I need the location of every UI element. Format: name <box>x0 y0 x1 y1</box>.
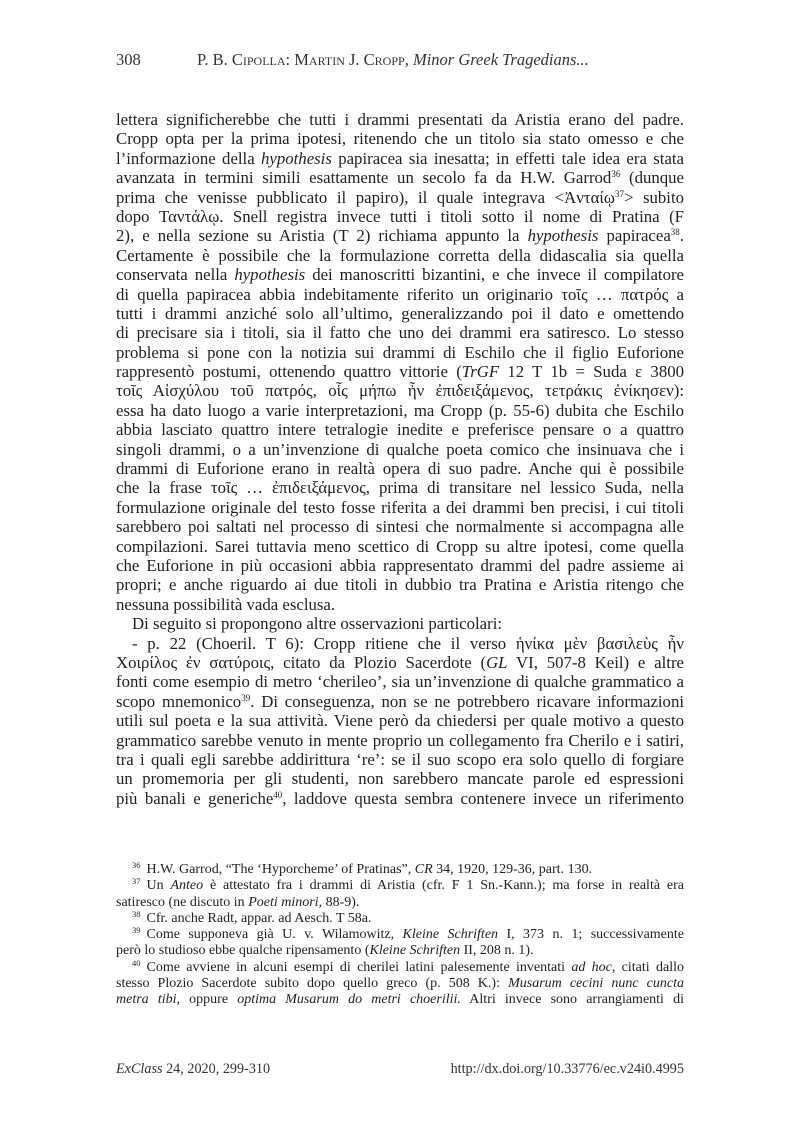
text-segment: citati dallo <box>615 959 684 975</box>
text-segment: un promemoria per gli studenti, non sarebbero mancate parole ed espressioni <box>116 769 684 789</box>
text-segment: essa ha dato luogo a varie interpretazioni, ma Cropp (p. 55-6) dubita che Eschilo <box>116 400 684 420</box>
italic-text: TrGF <box>461 362 500 382</box>
text-segment: è attestato fra i drammi di Aristia (cfr. F 1 Sn.-Kann.); ma forse in realtà era <box>203 878 684 894</box>
text-segment: oppure <box>180 992 238 1008</box>
text-segment: compilazioni. Sarei tuttavia meno scettico di Cropp su altre ipotesi, come quella <box>116 536 684 556</box>
text-segment: II, 208 n. 1). <box>460 943 534 959</box>
journal-citation <box>116 1061 270 1078</box>
text-segment: 34, 1920, 129-36, part. 130. <box>432 862 593 877</box>
text-segment: fonti come esempio di metro ‘cherileo’, sia un’invenzione di qualche grammatico a <box>116 672 684 692</box>
text-segment: di precisare sia i titoli, sia il fatto che uno dei drammi era satiresco. Lo stesso <box>116 323 684 343</box>
italic-text: hypothesis <box>527 226 599 246</box>
text-segment: Cfr. anche Radt, appar. ad Aesch. T 58a. <box>146 910 372 926</box>
text-line <box>116 265 684 284</box>
text-segment: propri; e anche riguardo ai due titoli in dubbio tra Pratina e Aristia ritengo che <box>116 575 684 595</box>
text-segment: (dunque <box>620 168 684 188</box>
text-line <box>116 149 684 168</box>
text-line <box>116 731 684 750</box>
text-segment: dopo Ταντάλῳ. Snell registra invece tutti i titoli sotto il nome di Pratina (F <box>116 206 684 226</box>
text-segment: Certamente è possibile che la formulazione corretta della didascalia sia quella <box>116 245 684 265</box>
text-line <box>116 440 684 459</box>
text-segment: , laddove questa sembra contenere invece un riferimento <box>282 788 684 808</box>
footnote-line <box>116 895 684 911</box>
text-segment: problema si pone con la notizia sui drammi di Eschilo che il figlio Euforione <box>116 342 684 362</box>
text-segment: papiracea <box>598 226 671 246</box>
text-segment: Come supponeva già U. v. Wilamowitz, <box>146 927 403 943</box>
footnote-ref[interactable]: 37 <box>614 188 624 199</box>
journal-volume-pages: 24, 2020, 299-310 <box>162 1061 271 1077</box>
text-segment: τοῖς Αἰσχύλου τοῦ πατρός, οἷς μήπω ἦν ἐπιδειξάμενος, τετράκις ἐνίκησεν): <box>116 381 684 401</box>
italic-text: Musarum cecini nunc cuncta <box>508 976 685 992</box>
text-segment: grammatico sarebbe venuto in mente proprio un collegamento fra Cherilo e i satiri, <box>116 730 684 750</box>
italic-text: hypothesis <box>261 148 332 168</box>
italic-text: GL <box>486 652 508 672</box>
footnote-number: 36 <box>132 860 141 870</box>
journal-name: ExClass <box>116 1061 163 1077</box>
title-separator: : <box>285 50 295 69</box>
text-segment: 12 T 1b = Suda ε 3800 <box>499 362 684 382</box>
text-line <box>116 207 684 226</box>
text-segment: Altri invece sono arrangiamenti di <box>460 992 684 1008</box>
text-line <box>116 110 684 129</box>
author-last-name: Cropp <box>363 50 405 69</box>
italic-text: Poeti minori, <box>248 894 323 910</box>
book-title: Minor Greek Tragedians... <box>412 50 589 69</box>
text-segment: . <box>679 226 684 246</box>
text-segment: lettera significherebbe che tutti i drammi presentati da Aristia erano del padre. <box>116 110 684 129</box>
text-segment: I, 373 n. 1; successivamente <box>498 927 684 943</box>
text-line <box>116 653 684 672</box>
text-segment: Cropp opta per la prima ipotesi, ritenendo che un titolo sia stato omesso e che <box>116 129 684 149</box>
title-comma: , <box>404 50 413 69</box>
italic-text: ad hoc, <box>571 959 616 975</box>
running-header <box>112 50 692 74</box>
footnote-line <box>116 927 684 943</box>
text-line <box>116 381 684 400</box>
footnote-38 <box>116 908 684 927</box>
text-segment: più banali e generiche <box>116 788 274 808</box>
reviewer-initials: P. B. <box>197 50 232 69</box>
text-segment: H.W. Garrod, “The ‘Hyporcheme’ of Pratinas”, <box>146 862 415 877</box>
text-line <box>116 750 684 769</box>
footnote-number: 37 <box>132 876 141 887</box>
italic-text: Kleine Schriften <box>369 943 461 959</box>
italic-text: hypothesis <box>234 265 306 285</box>
text-segment: di quella papiracea abbia indebitamente riferito un originario τοῖς … πατρός a <box>116 284 684 304</box>
footnote-line <box>116 976 684 992</box>
italic-text: Anteo <box>170 878 204 894</box>
text-segment: conservata nella <box>116 265 235 285</box>
text-line <box>116 304 684 323</box>
text-segment: Χοιρίλος ἐν σατύροις, citato da Plozio Sacerdote ( <box>116 652 487 672</box>
text-segment: - p. 22 (Choeril. T 6): Cropp ritiene che il verso ἡνίκα μὲν βασιλεὺς ἦν <box>132 633 684 653</box>
text-segment: però lo studioso ebbe qualche ripensamento ( <box>116 943 370 959</box>
text-line <box>116 246 684 265</box>
text-segment: formulazione originale del testo fosse riferita a dei drammi ben precisi, i cui titoli <box>116 497 684 517</box>
footnote-number: 38 <box>132 908 141 919</box>
text-line <box>116 498 684 517</box>
text-segment: Come avviene in alcuni esempi di cherilei latini palesemente inventati <box>146 959 572 975</box>
text-line <box>116 595 684 614</box>
footnote-number: 39 <box>132 925 141 936</box>
text-line <box>116 401 684 420</box>
text-segment: che la frase τοῖς … ἐπιδειξάμενος, prima di transitare nel lessico Suda, nella <box>116 478 684 498</box>
text-segment: rappresentò postumi, ottenendo quattro vittorie ( <box>116 362 462 382</box>
footnote-line <box>116 992 684 1008</box>
text-line <box>116 129 684 148</box>
text-line <box>116 614 684 633</box>
footnotes <box>116 862 684 1009</box>
text-segment: Di seguito si propongono altre osservazioni particolari: <box>132 614 503 634</box>
footnote-line <box>116 908 684 927</box>
text-segment: l’informazione della <box>116 148 262 168</box>
italic-text: optima Musarum do metri choerilii. <box>237 992 461 1008</box>
text-segment: utili sul poeta e la sua attività. Viene però da chiedersi per quale motivo a questo <box>116 711 684 731</box>
text-segment: prima che venisse pubblicato il papiro), il quale integrava <Ἀνταίῳ <box>116 187 615 207</box>
running-title <box>197 50 589 70</box>
text-line <box>116 517 684 536</box>
footnote-36 <box>116 862 684 878</box>
text-line <box>116 459 684 478</box>
text-segment: Un <box>146 878 171 894</box>
text-segment: dei manoscritti bizantini, e che invece il compilatore <box>305 265 684 285</box>
page-number: 308 <box>116 50 141 69</box>
text-line <box>116 537 684 556</box>
text-segment: che Euforione in più occasioni abbia rappresentato drammi del padre assieme ai <box>116 555 684 575</box>
text-line <box>116 556 684 575</box>
footnote-line <box>116 862 684 878</box>
footnote-number: 40 <box>132 957 141 968</box>
footnote-40 <box>116 957 685 1009</box>
footnote-39 <box>116 927 684 960</box>
doi-link[interactable]: http://dx.doi.org/10.33776/ec.v24i0.4995 <box>450 1061 684 1077</box>
text-segment: papiracea sia inesatta; in effetti tale idea era stata <box>331 148 684 168</box>
text-segment: singoli drammi, o a un’invenzione di qualche poeta comico che insinuava che i <box>116 439 684 459</box>
footnote-ref[interactable]: 38 <box>670 227 680 238</box>
text-line <box>116 343 684 362</box>
text-line <box>116 672 684 691</box>
text-segment: 2), e nella sezione su Aristia (T 2) richiama appunto la <box>116 226 528 246</box>
text-line <box>116 362 684 381</box>
italic-text: metra tibi, <box>116 992 180 1008</box>
footnote-line <box>116 957 684 976</box>
text-line <box>116 285 684 304</box>
footnote-ref[interactable]: 36 <box>611 169 621 180</box>
text-line <box>116 188 684 207</box>
text-segment: abbia lasciato quattro intere tetralogie inedite e preferisce pensare o a quattro <box>116 420 684 440</box>
text-line <box>116 634 684 653</box>
text-line <box>116 226 684 245</box>
footnote-line <box>116 878 684 894</box>
text-line <box>116 769 684 788</box>
text-line <box>116 711 684 730</box>
text-segment: tra i quali egli sarebbe addirittura ‘re’: se il suo scopo era solo quello di forgiare <box>116 749 684 769</box>
reviewer-surname: Cipolla <box>231 50 286 69</box>
text-segment: . Di conseguenza, non se ne potrebbero ricavare informazioni <box>250 691 684 711</box>
text-line <box>116 478 684 497</box>
text-line <box>116 420 684 439</box>
text-line <box>116 323 684 342</box>
text-segment: VI, 507-8 Keil) e altre <box>507 652 684 672</box>
italic-text: Kleine Schriften <box>402 927 499 943</box>
footnote-line <box>116 943 684 959</box>
text-line <box>116 575 684 594</box>
text-segment: sarebbero poi saltati nel processo di sintesi che normalmente si accompagna alle <box>116 517 684 537</box>
text-line <box>116 789 684 808</box>
text-line <box>116 168 684 187</box>
text-segment: stesso Plozio Sacerdote subito dopo quello greco (p. 508 K.): <box>116 976 509 992</box>
footnote-ref[interactable]: 40 <box>273 789 283 800</box>
text-segment: avanzata in termini simili esattamente un secolo fa da H.W. Garrod <box>116 168 612 188</box>
text-segment: satiresco (ne discuto in <box>116 894 249 910</box>
text-line <box>116 692 684 711</box>
footnote-ref[interactable]: 39 <box>241 692 251 703</box>
italic-text: CR <box>414 862 433 877</box>
text-segment: 88-9). <box>322 894 360 910</box>
footnote-37 <box>116 878 684 911</box>
text-segment: scopo mnemonico <box>116 691 242 711</box>
text-segment: nessuna possibilità vada esclusa. <box>116 594 336 614</box>
main-text <box>116 110 684 808</box>
text-segment: drammi di Euforione erano in realtà opera di suo padre. Anche qui è possibile <box>116 459 684 479</box>
text-segment: tutti i drammi anziché solo all’ultimo, generalizzando poi il dato e omettendo <box>116 303 684 323</box>
author-middle-initial: J. <box>344 50 364 69</box>
text-segment: > subito <box>623 187 684 207</box>
author-first-name: Martin <box>294 50 345 69</box>
